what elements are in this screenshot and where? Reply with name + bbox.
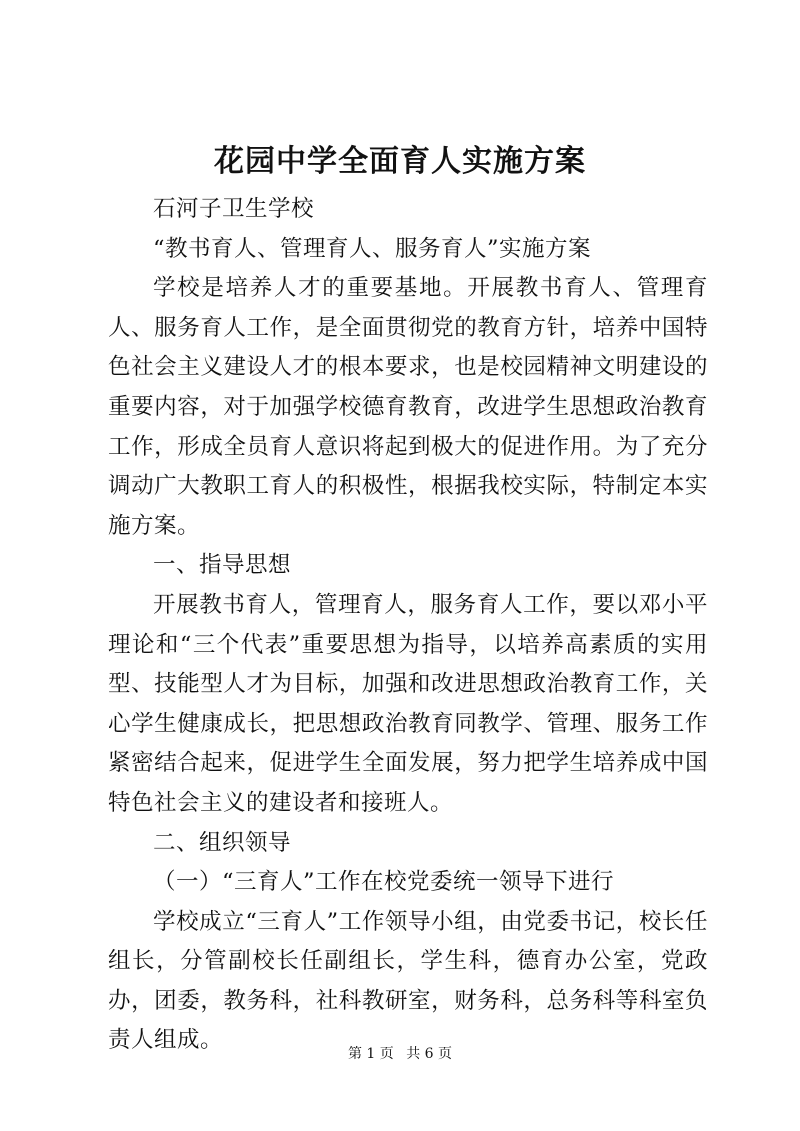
document-body [108,190,708,1061]
page-number: 第 1 页 [347,1046,394,1062]
document-title: 花园中学全面育人实施方案 [214,144,586,179]
school-name: 石河子卫生学校 [153,196,315,222]
section-heading-guiding-thought: 一、指导思想 [153,552,292,579]
intro-paragraph: 学校是培养人才的重要基地。开展教书育人、管理育人、服务育人工作，是全面贯彻党的教育方针，培养中国特色社会主义建设人才的根本要求，也是校园精神文明建设的重要内容，对于加强学校德育教育，改进学生思想政治教育工作，形成全员育人意识将起到极大的促进作用。为了充分调动广大教职工育人的积极性，根据我校实际，特制定本实施方案。 [108,275,708,539]
page-total: 共 6 页 [406,1046,453,1062]
leadership-group-paragraph: 学校成立“三育人”工作领导小组，由党委书记，校长任组长，分管副校长任副组长，学生科，德育办公室，党政办，团委，教务科，社科教研室，财务科，总务科等科室负责人组成。 [108,908,708,1054]
scheme-subtitle: “教书育人、管理育人、服务育人”实施方案 [153,235,592,262]
guiding-thought-paragraph: 开展教书育人，管理育人，服务育人工作，要以邓小平理论和“三个代表”重要思想为指导，以培养高素质的实用型、技能型人才为目标，加强和改进思想政治教育工作，关心学生健康成长，把思想政治教育同教学、管理、服务工作紧密结合起来，促进学生全面发展，努力把学生培养成中国特色社会主义的建设者和接班人。 [108,591,708,816]
section-heading-organization: 二、组织领导 [153,829,292,856]
subsection-heading-leadership: （一）“三育人”工作在校党委统一领导下进行 [153,869,615,896]
page-footer [0,1044,800,1064]
